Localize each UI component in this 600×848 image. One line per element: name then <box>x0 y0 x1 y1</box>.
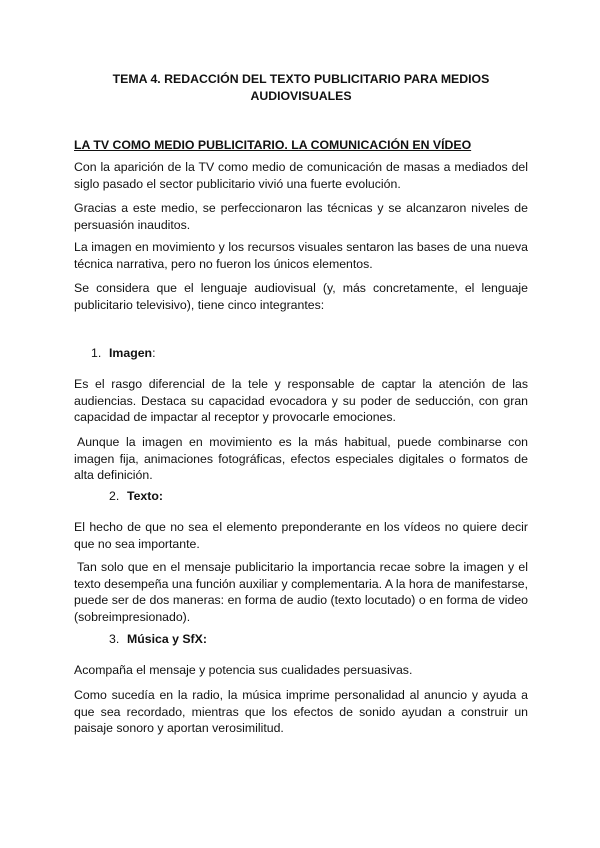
list-label: Imagen <box>109 346 153 360</box>
title-line-2: AUDIOVISUALES <box>250 89 352 103</box>
list-label-suffix: : <box>152 346 156 360</box>
section-heading: LA TV COMO MEDIO PUBLICITARIO. LA COMUNICACIÓN EN VÍDEO <box>74 138 472 152</box>
intro-paragraph-3: La imagen en movimiento y los recursos visuales sentaron las bases de una nueva técnica narrativa, pero no fueron los únicos elementos. <box>74 240 528 271</box>
document-title <box>74 71 528 105</box>
list-label: Texto: <box>127 489 163 503</box>
imagen-paragraph-2: Aunque la imagen en movimiento es la más habitual, puede combinarse con imagen fija, animaciones fotográficas, efectos especiales digitales o formatos de alta definición. <box>74 435 528 482</box>
list-number: 2. <box>109 489 120 503</box>
list-label: Música y SfX: <box>127 632 207 646</box>
intro-paragraph-2: Gracias a este medio, se perfeccionaron las técnicas y se alcanzaron niveles de persuasión inauditos. <box>74 201 528 232</box>
musica-paragraph-1: Acompaña el mensaje y potencia sus cualidades persuasivas. <box>74 663 413 677</box>
texto-paragraph-2: Tan solo que en el mensaje publicitario la importancia recae sobre la imagen y el texto desempeña una función auxiliar y complementaria. A la hora de manifestarse, puede ser de dos maneras: en forma de audio (texto locutado) o en forma de video (sobreimpresionado). <box>74 560 528 624</box>
imagen-paragraph-1: Es el rasgo diferencial de la tele y responsable de captar la atención de las audiencias. Destaca su capacidad evocadora y su poder de seducción, con gran capacidad de impactar al receptor y provocarle emociones. <box>74 377 528 424</box>
intro-paragraph-4: Se considera que el lenguaje audiovisual (y, más concretamente, el lenguaje publicitario televisivo), tiene cinco integrantes: <box>74 281 528 312</box>
list-number: 1. <box>91 346 102 360</box>
intro-paragraph-1: Con la aparición de la TV como medio de comunicación de masas a mediados del siglo pasado el sector publicitario vivió una fuerte evolución. <box>74 160 528 191</box>
list-item-musica <box>109 631 207 647</box>
list-item-texto <box>109 488 163 504</box>
list-item-imagen <box>91 345 155 361</box>
musica-paragraph-2: Como sucedía en la radio, la música imprime personalidad al anuncio y ayuda a que sea recordado, mientras que los efectos de sonido ayudan a construir un paisaje sonoro y aportan verosimilitud. <box>74 688 528 735</box>
list-number: 3. <box>109 632 120 646</box>
texto-paragraph-1: El hecho de que no sea el elemento preponderante en los vídeos no quiere decir que no sea importante. <box>74 520 528 551</box>
title-line-1: TEMA 4. REDACCIÓN DEL TEXTO PUBLICITARIO PARA MEDIOS <box>112 72 490 86</box>
